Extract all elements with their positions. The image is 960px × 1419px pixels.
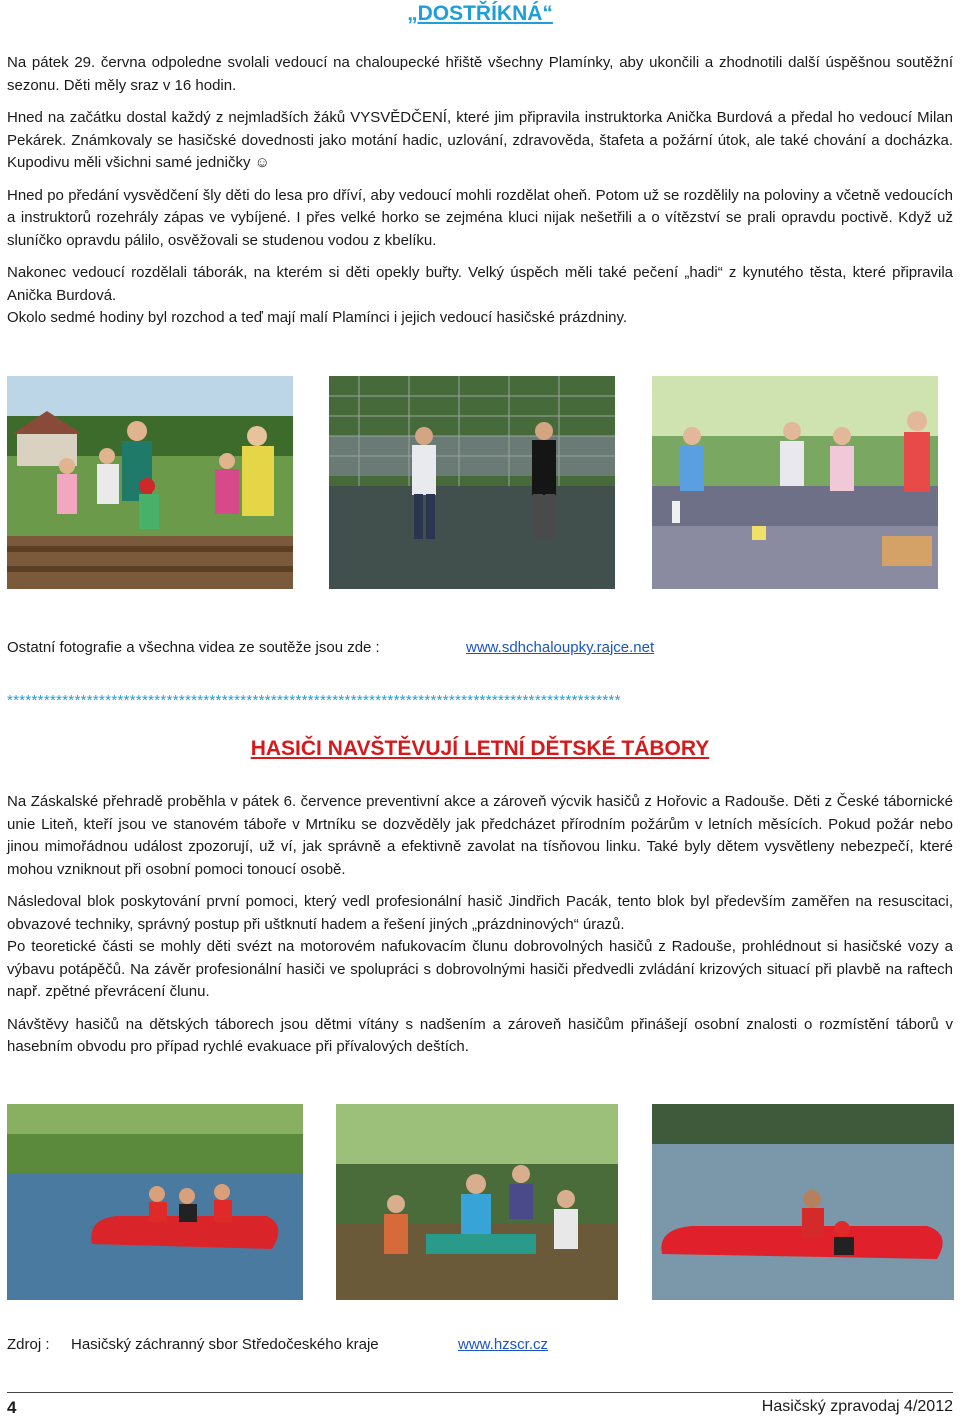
paragraph: Hned po předání vysvědčení šly děti do lesa pro dříví, aby vedoucí mohli rozdělat oheň. Potom už se rozdělily na poloviny a včetně vedoucích a instruktorů rozehrály zápas ve vybíjené. I přes velké horko se zejména kluci nijak nešetřili a o vítězství se prali opravdu poctivě. Když už sluníčko opravdu pálilo, osvěžovali se studenou vodou z kbelíku. — [7, 186, 953, 249]
section-separator: **************************************************************************************************** — [7, 692, 621, 709]
source-name: Hasičský záchranný sbor Středočeského kraje — [71, 1336, 379, 1353]
source-link[interactable]: www.hzscr.cz — [458, 1336, 549, 1353]
paragraph: Návštěvy hasičů na dětských táborech jsou dětmi vítány s nadšením a zároveň hasičům přinášejí osobní znalosti o rozmístění táborů v hasebním obvodu pro případ rychlé evakuace při přívalových deštích. — [7, 1015, 953, 1055]
article-title-hasici-tabory: HASIČI NAVŠTĚVUJÍ LETNÍ DĚTSKÉ TÁBORY — [250, 737, 710, 760]
paragraph: Hned na začátku dostal každý z nejmladších žáků VYSVĚDČENÍ, které jim připravila instruktorka Anička Burdová a předal ho vedoucí Milan Pekárek. Známkovaly se hasičské dovednosti jako motání hadic, uzlování, zdravověda, štafeta a požární útok, ale také chování a docházka. Kupodivu měli všichni samé jedničky ☺ — [7, 109, 953, 171]
paragraph: Na Záskalské přehradě proběhla v pátek 6. července preventivní akce a zároveň výcvik hasičů z Hořovic a Radouše. Děti z České tábornické unie Liteň, kteří jsou ve stanovém táboře v Mrtníku se dozvěděly jak předcházet přírodním požárům v letních měsících. Pokud požár nebo jinou mimořádnou událost zpozorují, už ví, jak správně a efektivně zavolat na tísňovou linku. Také byly dětem vysvětleny nebezpečí, které mohou vzniknout při osobní pomoci tonoucí osobě. — [7, 793, 953, 878]
photos-gallery-link[interactable]: www.sdhchaloupky.rajce.net — [466, 639, 655, 656]
paragraph: Okolo sedmé hodiny byl rozchod a teď mají malí Plamínci i jejich vedoucí hasičské prázdniny. — [7, 309, 628, 326]
source-label: Zdroj : — [7, 1336, 50, 1353]
photo-table-picnic — [652, 376, 938, 589]
paragraph: Na pátek 29. června odpoledne svolali vedoucí na chaloupecké hřiště všechny Plamínky, aby ukončili a zhodnotili další úspěšnou soutěžní sezonu. Děti měly sraz v 16 hodin. — [7, 54, 953, 94]
page-number: 4 — [7, 1398, 17, 1417]
source-row — [7, 1336, 953, 1358]
article2-body — [7, 791, 953, 1059]
photo-children-certificates — [7, 376, 293, 589]
article-title-dostrikna: „DOSTŘÍKNÁ“ — [407, 2, 553, 25]
paragraph: Po teoretické části se mohly děti svézt na motorovém nafukovacím člunu dobrovolných hasičů z Radouše, prohlédnout si hasičské vozy a výbavu potápěčů. Na závěr profesionální hasiči ve spolupráci s dobrovolnými hasiči předvedli zvládání krizových situací při plavbě na raftech např. zpětné převrácení člunu. — [7, 938, 953, 1000]
photos-link-row — [7, 639, 953, 661]
publication-name: Hasičský zpravodaj 4/2012 — [761, 1398, 953, 1415]
article1-body — [7, 52, 953, 330]
paragraph: Následoval blok poskytování první pomoci, který vedl profesionální hasič Jindřich Pacák, tento blok byl především zaměřen na resuscitaci, obvazové techniky, správný postup při uštknutí hadem a řešení jiných „prázdninových“ úrazů. — [7, 893, 953, 933]
photo-first-aid-training — [336, 1104, 618, 1300]
photos-link-label: Ostatní fotografie a všechna videa ze soutěže jsou zde : — [7, 639, 380, 656]
paragraph: Nakonec vedoucí rozdělali táborák, na kterém si děti opekly buřty. Velký úspěch měli také pečení „hadi“ z kynutého těsta, které připravila Anička Burdová. — [7, 264, 953, 304]
photo-dodgeball-game — [329, 376, 615, 589]
photo-raft-rescue — [652, 1104, 954, 1300]
footer-divider — [7, 1392, 953, 1393]
photo-inflatable-boat — [7, 1104, 303, 1300]
